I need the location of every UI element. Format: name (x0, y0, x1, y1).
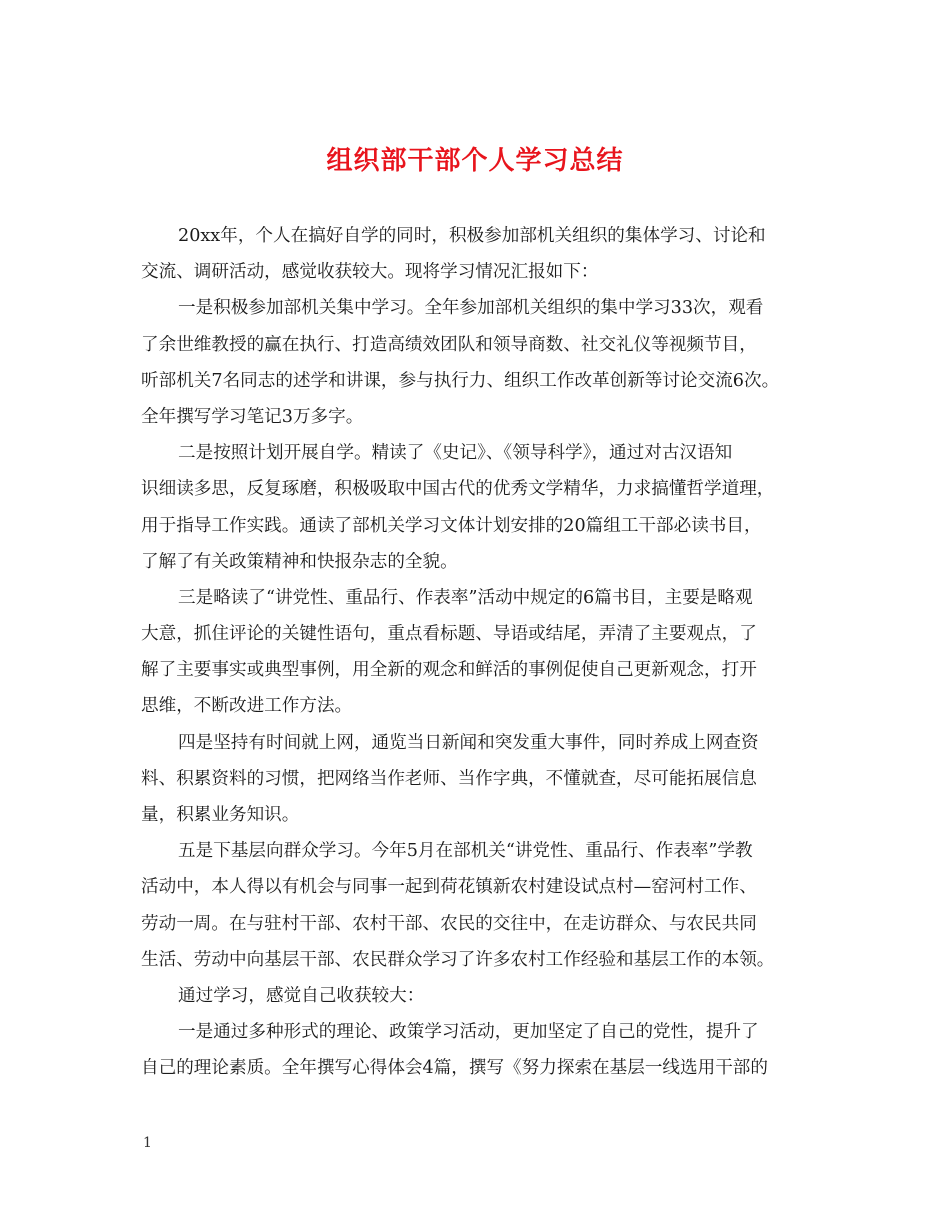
text-line: 三是略读了“讲党性、重品行、作表率”活动中规定的6篇书目，主要是略观 (178, 587, 753, 608)
text-line: 一是通过多种形式的理论、政策学习活动，更加坚定了自己的党性，提升了 (178, 1022, 759, 1043)
text-line: 20xx年，个人在搞好自学的同时，积极参加部机关组织的集体学习、讨论和 (178, 226, 766, 246)
text-line: 思维，不断改进工作方法。 (141, 696, 353, 717)
text-line: 通过学习，感觉自己收获较大： (178, 985, 425, 1006)
text-line: 识细读多思，反复琢磨，积极吸取中国古代的优秀文学精华，力求搞懂哲学道理， (141, 479, 775, 500)
document-title: 组织部干部个人学习总结 (326, 146, 624, 176)
text-line: 料、积累资料的习惯，把网络当作老师、当作字典，不懂就查，尽可能拓展信息 (141, 768, 757, 789)
text-line: 全年撰写学习笔记3万多字。 (141, 406, 364, 427)
text-line: 了解了有关政策精神和快报杂志的全貌。 (141, 551, 458, 572)
text-line: 四是坚持有时间就上网，通览当日新闻和突发重大事件，同时养成上网查资 (178, 732, 759, 753)
text-line: 量，积累业务知识。 (141, 805, 300, 825)
text-line: 五是下基层向群众学习。今年5月在部机关“讲党性、重品行、作表率”学教 (178, 841, 753, 862)
text-line: 解了主要事实或典型事例，用全新的观念和鲜活的事例促使自己更新观念，打开 (141, 660, 757, 681)
text-line: 用于指导工作实践。通读了部机关学习文体计划安排的20篇组工干部必读书目， (141, 515, 762, 536)
text-line: 听部机关7名同志的述学和讲课，参与执行力、组织工作改革创新等讨论交流6次。 (141, 370, 780, 391)
text-line: 了余世维教授的赢在执行、打造高绩效团队和领导商数、社交礼仪等视频节目， (141, 334, 757, 355)
page-number: 1 (143, 1135, 152, 1151)
text-line: 一是积极参加部机关集中学习。全年参加部机关组织的集中学习33次，观看 (178, 298, 764, 319)
text-line: 活动中，本人得以有机会与同事一起到荷花镇新农村建设试点村—窑河村工作、 (141, 877, 757, 898)
text-line: 交流、调研活动，感觉收获较大。现将学习情况汇报如下： (141, 262, 599, 283)
text-line: 大意，抓住评论的关键性语句，重点看标题、导语或结尾，弄清了主要观点，了 (141, 624, 757, 645)
text-line: 自己的理论素质。全年撰写心得体会4篇，撰写《努力探索在基层一线选用干部的 (141, 1058, 768, 1079)
text-line: 生活、劳动中向基层干部、农民群众学习了许多农村工作经验和基层工作的本领。 (141, 949, 775, 970)
text-line: 二是按照计划开展自学。精读了《史记》、《领导科学》，通过对古汉语知 (178, 443, 733, 464)
document-body (141, 218, 816, 1087)
text-line: 劳动一周。在与驻村干部、农村干部、农民的交往中，在走访群众、与农民共同 (141, 913, 757, 934)
